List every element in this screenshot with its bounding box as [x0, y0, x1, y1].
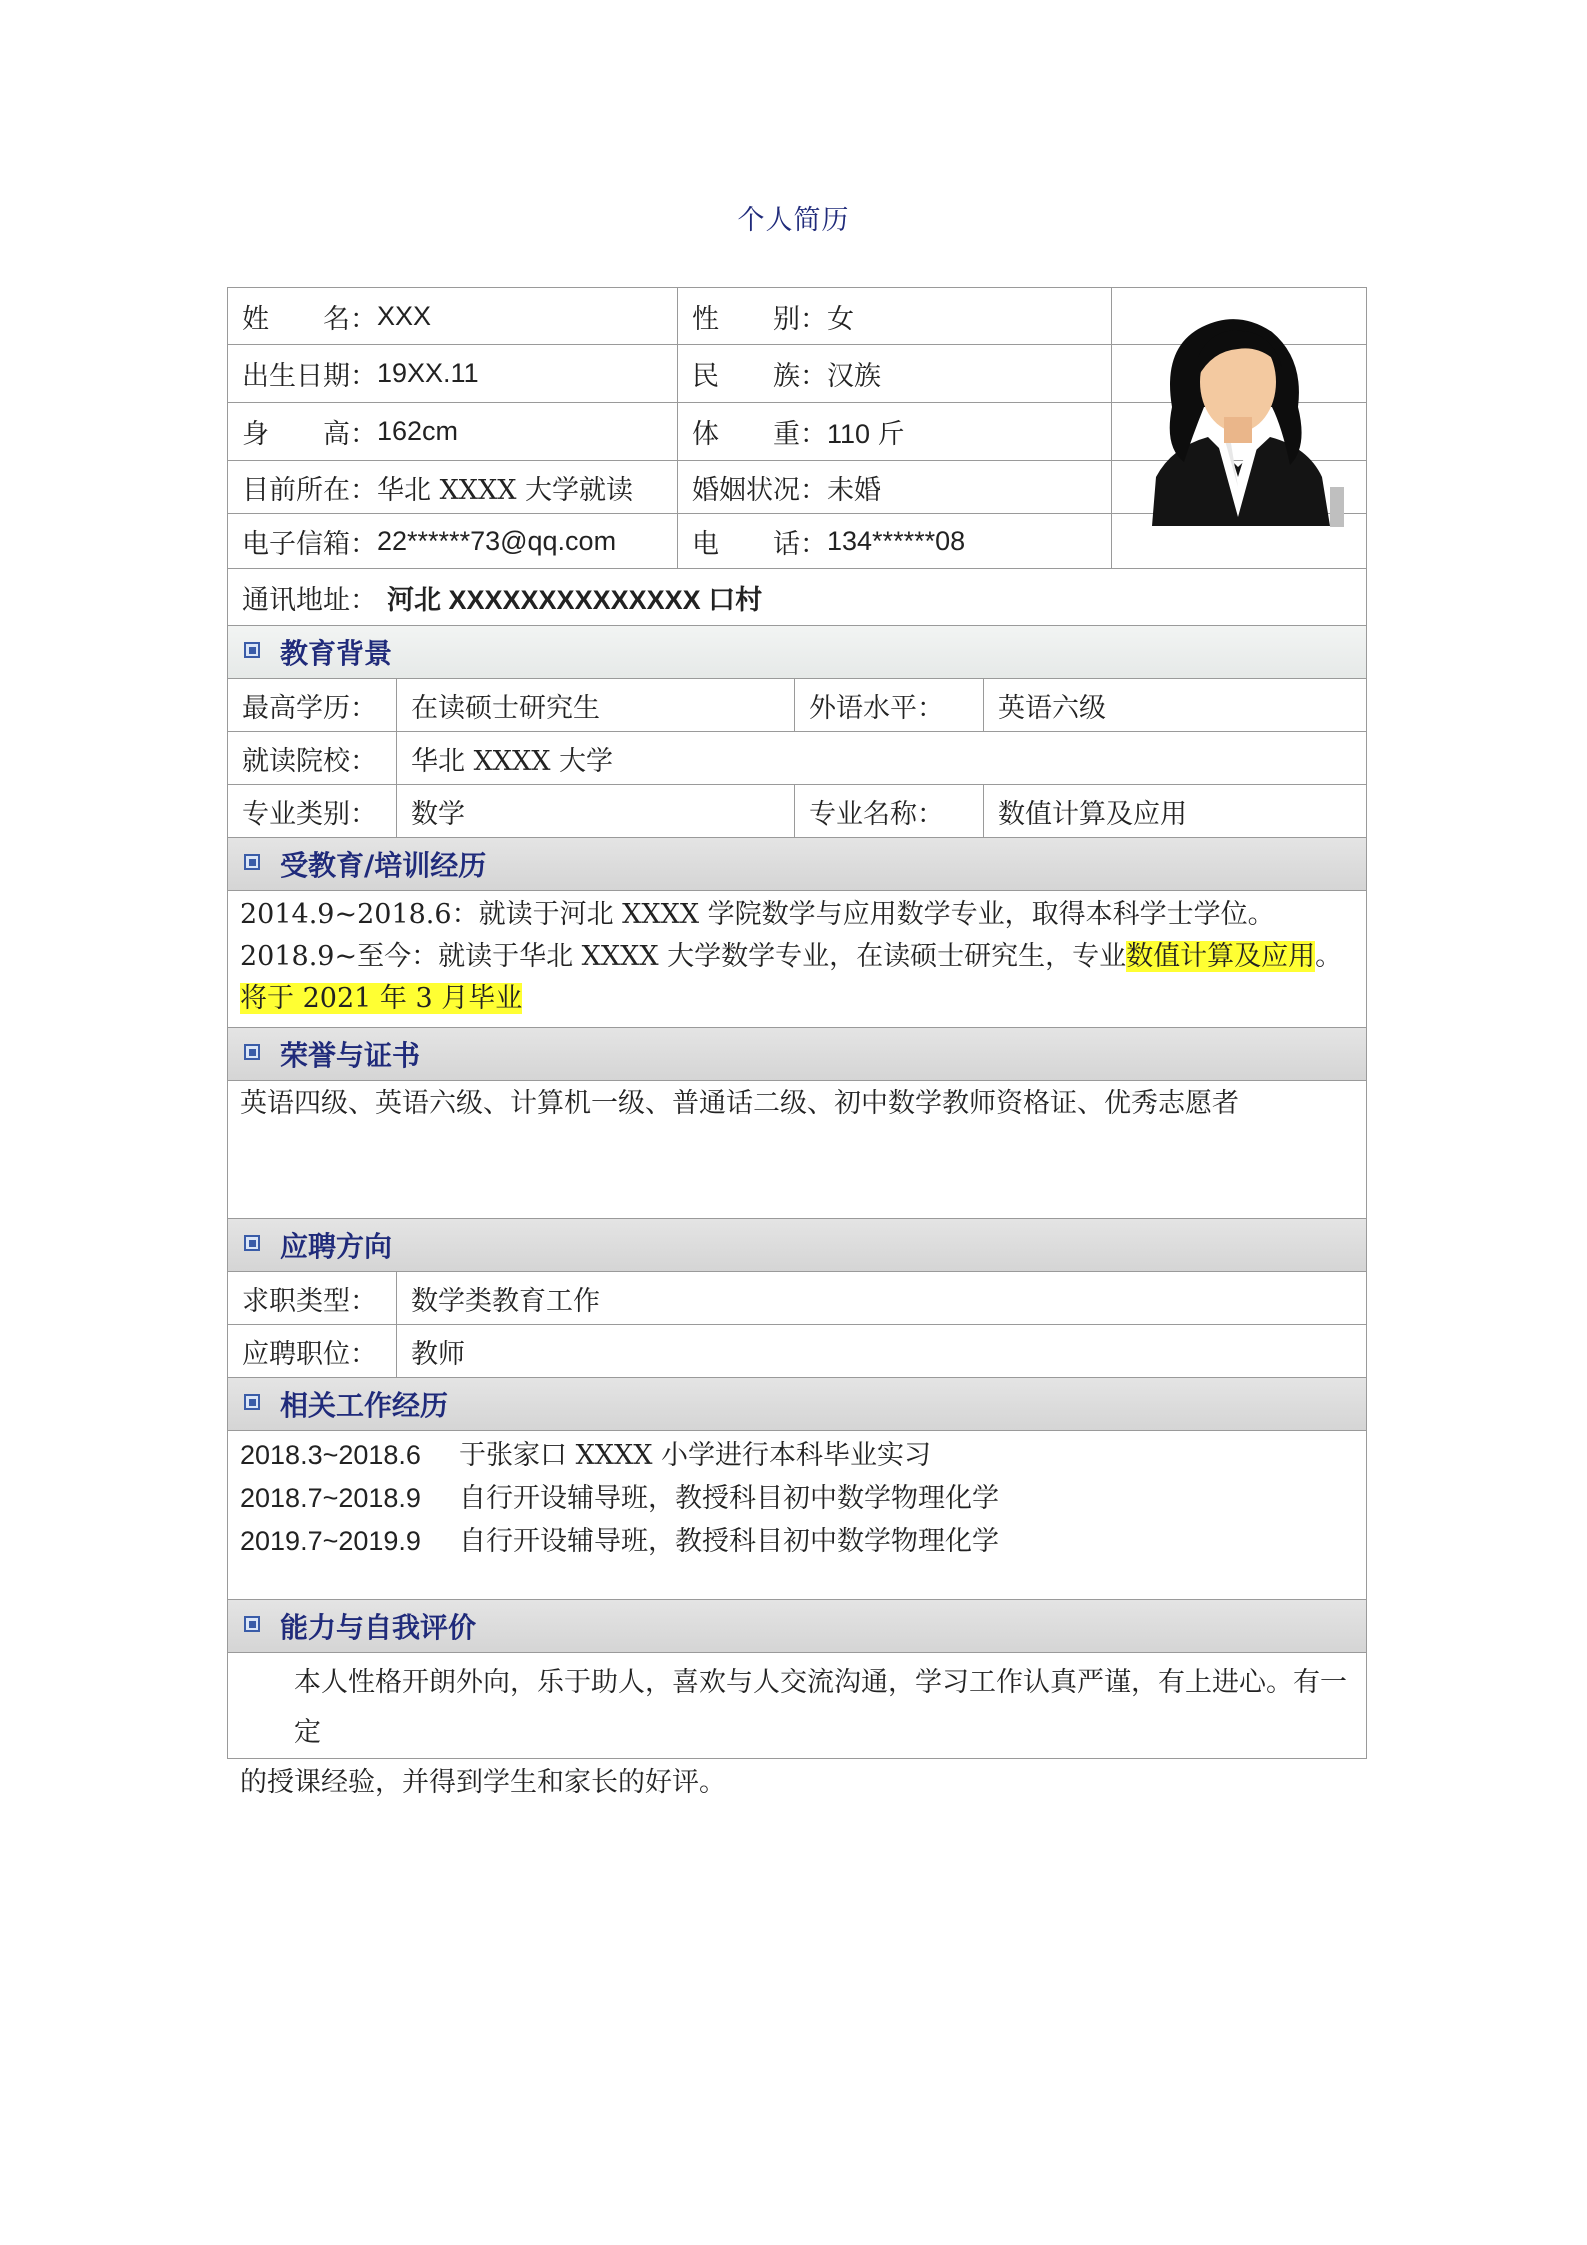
section-title-job: 应聘方向 — [280, 1230, 393, 1263]
self-eval-line-1: 本人性格开朗外向，乐于助人，喜欢与人交流沟通，学习工作认真严谨，有上进心。有一定 — [294, 1667, 1347, 1748]
female-avatar-icon — [1112, 287, 1366, 566]
school-label: 就读院校： — [242, 745, 377, 777]
education-row-degree — [227, 679, 1367, 732]
location-value: 华北 XXXX 大学就读 — [377, 474, 634, 506]
work-date: 2019.7~2019.9 — [240, 1526, 421, 1556]
major-name-label: 专业名称： — [794, 785, 983, 837]
address-row — [227, 569, 1367, 626]
education-row-school — [227, 732, 1367, 785]
work-list — [240, 1434, 1352, 1563]
work-item — [240, 1434, 1352, 1477]
section-title-training: 受教育/培训经历 — [280, 849, 487, 882]
job-type-value: 数学类教育工作 — [396, 1272, 1366, 1324]
height-value: 162cm — [377, 416, 459, 446]
major-type-value: 数学 — [396, 785, 794, 837]
ethnicity-value: 汉族 — [827, 361, 881, 392]
gender-cell — [677, 288, 1112, 344]
birth-label: 出生日期： — [242, 361, 377, 392]
section-title-self-eval: 能力与自我评价 — [280, 1611, 477, 1644]
phone-label: 电 话： — [692, 528, 827, 560]
section-title-honors: 荣誉与证书 — [280, 1039, 421, 1072]
name-value: XXX — [377, 300, 432, 331]
address-cell — [228, 569, 1366, 625]
address-value: 河北 XXXXXXXXXXXXXX 口村 — [387, 584, 763, 615]
phone-cell — [677, 514, 1112, 568]
section-title-education: 教育背景 — [280, 637, 393, 670]
work-item — [240, 1477, 1352, 1520]
ethnicity-label: 民 族： — [692, 361, 827, 392]
job-row-type — [227, 1272, 1367, 1325]
self-eval-block — [227, 1653, 1367, 1798]
work-desc: 于张家口 XXXX 小学进行本科毕业实习 — [459, 1440, 932, 1471]
section-self-eval — [227, 1600, 1367, 1653]
major-type-label: 专业类别： — [242, 798, 377, 830]
section-training — [227, 838, 1367, 891]
degree-value: 在读硕士研究生 — [396, 679, 794, 731]
training-line-2-highlight: 数值计算及应用 — [1126, 941, 1316, 972]
work-date: 2018.3~2018.6 — [240, 1440, 421, 1470]
major-name-value: 数值计算及应用 — [983, 785, 1366, 837]
email-label: 电子信箱： — [242, 528, 377, 560]
weight-label: 体 重： — [692, 419, 827, 450]
training-line-2 — [240, 936, 1352, 978]
section-bullet-icon — [244, 1235, 260, 1251]
name-label: 姓 名： — [242, 303, 377, 335]
work-item — [240, 1520, 1352, 1563]
self-eval-line-2: 的授课经验，并得到学生和家长的好评。 — [240, 1767, 726, 1798]
work-block — [227, 1431, 1367, 1600]
section-bullet-icon — [244, 1044, 260, 1060]
training-line-2-end: 。 — [1315, 941, 1343, 972]
section-title-work: 相关工作经历 — [280, 1389, 449, 1422]
location-label: 目前所在： — [242, 474, 377, 506]
job-position-label: 应聘职位： — [242, 1338, 377, 1370]
gender-value: 女 — [827, 303, 854, 335]
gender-label: 性 别： — [692, 303, 827, 335]
section-bullet-icon — [244, 854, 260, 870]
email-cell — [228, 514, 677, 568]
work-date: 2018.7~2018.9 — [240, 1483, 421, 1513]
marital-value: 未婚 — [827, 474, 881, 506]
training-line-2-text: 2018.9~至今：就读于华北 XXXX 大学数学专业，在读硕士研究生，专业 — [240, 941, 1127, 972]
education-row-major — [227, 785, 1367, 838]
resume-table — [227, 287, 1367, 1798]
section-job — [227, 1219, 1367, 1272]
photo-frame — [1111, 287, 1367, 568]
language-label: 外语水平： — [794, 679, 983, 731]
section-bullet-icon — [244, 1616, 260, 1632]
section-honors — [227, 1028, 1367, 1081]
marital-label: 婚姻状况： — [692, 474, 827, 506]
section-education — [227, 626, 1367, 679]
basic-info-block — [227, 287, 1367, 569]
training-line-3-highlight: 将于 2021 年 3 月毕业 — [240, 983, 523, 1014]
marital-cell — [677, 461, 1112, 513]
training-line-3 — [240, 978, 1352, 1020]
height-cell — [228, 403, 677, 460]
section-bullet-icon — [244, 1394, 260, 1410]
work-desc: 自行开设辅导班，教授科目初中数学物理化学 — [459, 1483, 999, 1514]
self-eval-text — [240, 1658, 1356, 1808]
birth-value: 19XX.11 — [377, 358, 479, 388]
birth-cell — [228, 345, 677, 402]
school-value: 华北 XXXX 大学 — [396, 732, 1366, 784]
job-type-label: 求职类型： — [242, 1285, 377, 1317]
address-label: 通讯地址： — [242, 584, 377, 616]
language-value: 英语六级 — [983, 679, 1366, 731]
training-block — [227, 891, 1367, 1028]
section-bullet-icon — [244, 642, 260, 658]
honors-text: 英语四级、英语六级、计算机一级、普通话二级、初中数学教师资格证、优秀志愿者 — [240, 1088, 1239, 1119]
honors-block — [227, 1081, 1367, 1219]
training-line-1: 2014.9~2018.6：就读于河北 XXXX 学院数学与应用数学专业，取得本科学士学位。 — [240, 899, 1275, 930]
job-row-position — [227, 1325, 1367, 1378]
job-position-value: 教师 — [396, 1325, 1366, 1377]
weight-cell — [677, 403, 1112, 460]
height-label: 身 高： — [242, 419, 377, 450]
name-cell — [228, 288, 677, 344]
weight-value: 110 斤 — [827, 419, 905, 449]
work-desc: 自行开设辅导班，教授科目初中数学物理化学 — [459, 1526, 999, 1557]
ethnicity-cell — [677, 345, 1112, 402]
email-value: 22******73@qq.com — [377, 525, 617, 556]
location-cell — [228, 461, 677, 513]
phone-value: 134******08 — [827, 525, 966, 556]
section-work — [227, 1378, 1367, 1431]
page-title: 个人简历 — [737, 205, 850, 236]
training-text — [240, 894, 1352, 1020]
degree-label: 最高学历： — [242, 692, 377, 724]
